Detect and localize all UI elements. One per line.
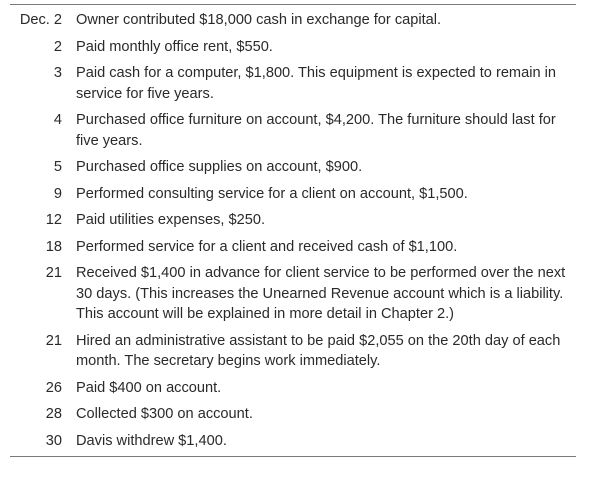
transaction-date: Dec. 2 (19, 12, 62, 28)
transaction-row (10, 110, 576, 151)
transaction-row (10, 331, 576, 372)
transaction-row (10, 157, 576, 178)
transaction-row (10, 404, 576, 425)
transaction-date: 18 (45, 238, 62, 255)
transaction-row (10, 237, 576, 258)
transaction-table (10, 10, 576, 451)
top-rule (10, 4, 576, 5)
transaction-description: Davis withdrew $1,400. (76, 432, 227, 449)
transaction-description: Owner contributed $18,000 cash in exchange for capital. (76, 12, 442, 28)
transaction-date: 2 (53, 38, 62, 55)
transaction-description: Purchased office supplies on account, $900. (76, 159, 363, 175)
transaction-date: 3 (53, 65, 62, 81)
transaction-row (10, 263, 576, 325)
transaction-list-page (0, 4, 602, 486)
transaction-row (10, 431, 576, 452)
transaction-description: Paid utilities expenses, $250. (76, 212, 266, 228)
transaction-row (10, 184, 576, 205)
transaction-row (10, 378, 576, 399)
transaction-date: 4 (53, 112, 62, 128)
transaction-date: 26 (45, 379, 62, 396)
transaction-date: 9 (53, 185, 62, 202)
transaction-row (10, 10, 576, 31)
transaction-description: Paid $400 on account. (76, 379, 222, 396)
transaction-row (10, 63, 576, 104)
transaction-date: 28 (45, 406, 62, 422)
transaction-description: Performed service for a client and received cash of $1,100. (76, 238, 458, 255)
bottom-rule (10, 456, 576, 457)
transaction-description: Paid monthly office rent, $550. (76, 38, 273, 55)
transaction-date: 21 (45, 332, 62, 349)
transaction-row (10, 210, 576, 231)
transaction-date: 30 (45, 432, 62, 449)
transaction-description: Received $1,400 in advance for client service to be performed over the next 30 days. (This increases the Unearned Revenue account which is a liability. This account will be explained in more detail in Chapter 2.) (76, 265, 566, 322)
transaction-description: Collected $300 on account. (76, 406, 253, 422)
transaction-date: 5 (53, 159, 62, 175)
transaction-description: Hired an administrative assistant to be paid $2,055 on the 20th day of each month. The secretary begins work immediately. (76, 332, 561, 369)
transaction-date: 21 (45, 265, 62, 281)
transaction-row (10, 37, 576, 58)
transaction-description: Performed consulting service for a client on account, $1,500. (76, 185, 468, 202)
transaction-description: Paid cash for a computer, $1,800. This equipment is expected to remain in service for five years. (76, 65, 556, 102)
transaction-date: 12 (45, 212, 62, 228)
transaction-description: Purchased office furniture on account, $4,200. The furniture should last for five years. (76, 112, 556, 149)
